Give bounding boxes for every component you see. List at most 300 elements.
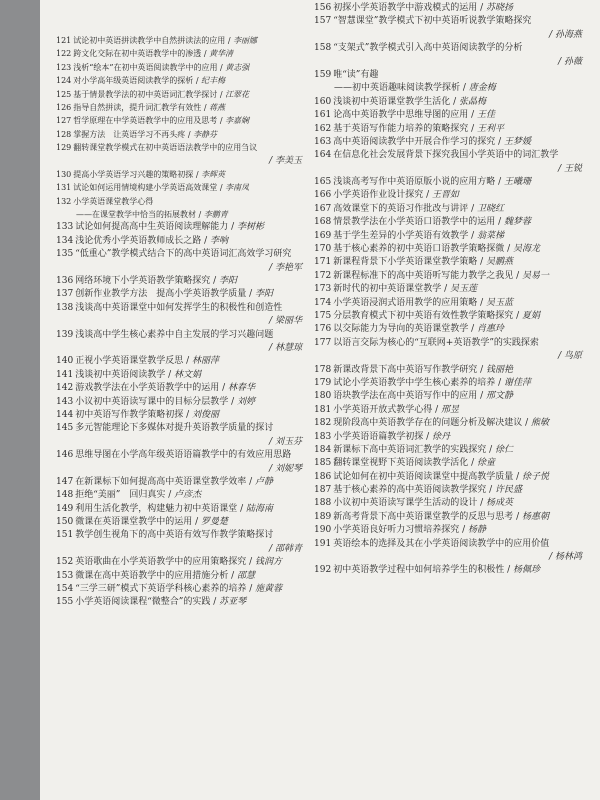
entry-author-line bbox=[56, 315, 318, 328]
entry-separator: / bbox=[513, 471, 522, 482]
entry-title: 基于情景教学法的初中英语词汇教学探讨 bbox=[73, 89, 218, 99]
entry-author: 李辉英 bbox=[201, 169, 226, 179]
entry-number: 132 bbox=[56, 196, 72, 206]
entry-number: 166 bbox=[314, 190, 332, 201]
entry-title: 小议初中英语读写课学生活动的设计 bbox=[333, 498, 478, 509]
entry-author: 施黄蓉 bbox=[255, 584, 283, 595]
toc-entry bbox=[314, 96, 598, 109]
entry-author: 刘玉芬 bbox=[274, 436, 302, 447]
entry-number: 164 bbox=[314, 150, 332, 161]
entry-title: 翻转课堂视野下英语阅读教学活化 bbox=[333, 458, 469, 469]
toc-entry bbox=[56, 516, 318, 529]
entry-author: 吴海龙 bbox=[512, 244, 540, 255]
entry-title: 试论如何在初中英语阅读课堂中提高教学质量 bbox=[333, 471, 514, 482]
toc-entry bbox=[314, 270, 598, 283]
entry-separator: / bbox=[246, 289, 255, 300]
toc-entry bbox=[314, 390, 598, 403]
entry-separator: / bbox=[269, 436, 275, 447]
toc-entry bbox=[314, 243, 598, 256]
entry-separator: / bbox=[228, 570, 237, 581]
entry-author: 王晋如 bbox=[431, 190, 459, 201]
entry-author: 徐童 bbox=[476, 458, 495, 469]
entry-title: 利用生活化教学，构建魅力初中英语课堂 bbox=[75, 503, 238, 514]
toc-entry bbox=[314, 417, 598, 430]
entry-separator: / bbox=[193, 76, 202, 86]
entry-title: 试论如何运用情境构建小学英语高效课堂 bbox=[73, 183, 218, 193]
toc-entry bbox=[56, 114, 318, 127]
entry-number: 144 bbox=[56, 409, 74, 420]
entry-author: 王佳 bbox=[476, 110, 495, 121]
toc-entry bbox=[314, 82, 598, 95]
toc-entry bbox=[56, 503, 318, 516]
entry-separator: / bbox=[165, 490, 175, 501]
entry-author: 翁菜梯 bbox=[476, 230, 504, 241]
toc-right-column bbox=[314, 2, 598, 578]
entry-author: 梁丽华 bbox=[274, 316, 302, 327]
entry-separator: / bbox=[468, 123, 477, 134]
entry-author: 李南凤 bbox=[225, 183, 250, 193]
entry-number: 125 bbox=[56, 89, 72, 99]
entry-number: 143 bbox=[56, 396, 74, 407]
entry-separator: / bbox=[165, 369, 174, 380]
entry-separator: / bbox=[504, 244, 513, 255]
toc-entry bbox=[314, 444, 598, 457]
entry-author-line bbox=[314, 350, 598, 363]
entry-author: 杨惠朝 bbox=[521, 511, 549, 522]
entry-number: 182 bbox=[314, 418, 332, 429]
entry-title: 在新课标下如何提高高中英语课堂教学效率 bbox=[75, 476, 247, 487]
entry-separator: / bbox=[549, 29, 555, 40]
entry-separator: / bbox=[228, 396, 237, 407]
entry-separator: / bbox=[468, 230, 477, 241]
entry-number: 153 bbox=[56, 570, 74, 581]
entry-title: 新课改背景下高中英语写作教学研究 bbox=[333, 364, 478, 375]
entry-title: 在信息化社会发展背景下探究我国小学英语中的词汇教学 bbox=[333, 150, 559, 161]
entry-title: 教学创生视角下的高中英语有效写作教学策略探讨 bbox=[75, 530, 274, 541]
entry-number: 142 bbox=[56, 383, 74, 394]
toc-entry bbox=[314, 69, 598, 82]
toc-entry bbox=[56, 329, 318, 342]
entry-author: 卢静 bbox=[254, 476, 273, 487]
entry-title: “支架式”教学模式引入高中英语阅读教学的分析 bbox=[333, 43, 523, 54]
entry-number: 165 bbox=[314, 177, 332, 188]
entry-separator: / bbox=[196, 210, 204, 220]
toc-entry bbox=[314, 377, 598, 390]
toc-entry bbox=[314, 538, 598, 551]
entry-separator: / bbox=[217, 89, 226, 99]
toc-entry bbox=[56, 61, 318, 74]
entry-title: 基于学生差异的小学英语有效教学 bbox=[333, 230, 469, 241]
entry-number: 137 bbox=[56, 289, 74, 300]
entry-number: 192 bbox=[314, 565, 332, 576]
entry-separator: / bbox=[269, 262, 275, 273]
entry-author: 苏亚琴 bbox=[219, 597, 247, 608]
toc-entry bbox=[56, 556, 318, 569]
entry-number: 145 bbox=[56, 423, 74, 434]
entry-title: 浅谈高中学生核心素养中自主发展的学习兴趣问题 bbox=[75, 329, 274, 340]
entry-author: 杨林鸿 bbox=[554, 552, 582, 563]
entry-author: 蒋燕 bbox=[209, 102, 226, 112]
entry-author: 黄志强 bbox=[225, 62, 250, 72]
entry-title: 浅谈高中英语课堂中如何发挥学生的积极性和创造性 bbox=[75, 302, 283, 313]
entry-number: 170 bbox=[314, 244, 332, 255]
entry-title: 高效课堂下的英语习作批改与讲评 bbox=[333, 203, 469, 214]
toc-entry bbox=[314, 42, 598, 55]
entry-separator: / bbox=[217, 62, 226, 72]
entry-separator: / bbox=[219, 383, 228, 394]
entry-separator: / bbox=[558, 56, 564, 67]
entry-author: 徐丹 bbox=[431, 431, 450, 442]
toc-entry bbox=[314, 310, 598, 323]
entry-number: 191 bbox=[314, 538, 332, 549]
entry-author: 肖惠玲 bbox=[476, 324, 504, 335]
entry-number: 157 bbox=[314, 16, 332, 27]
entry-number: 176 bbox=[314, 324, 332, 335]
entry-author: 杨静 bbox=[467, 525, 486, 536]
toc-entry bbox=[314, 256, 598, 269]
toc-entry bbox=[56, 141, 318, 154]
entry-number: 127 bbox=[56, 116, 72, 126]
entry-number: 179 bbox=[314, 377, 332, 388]
entry-number: 169 bbox=[314, 230, 332, 241]
entry-author-line bbox=[314, 56, 598, 69]
entry-number: 149 bbox=[56, 503, 74, 514]
entry-title: 指导自然拼读，提升词汇教学有效性 bbox=[73, 102, 202, 112]
entry-number: 130 bbox=[56, 169, 72, 179]
entry-title: 小学英语良好听力习惯培养探究 bbox=[333, 525, 460, 536]
entry-separator: / bbox=[549, 552, 555, 563]
toc-entry bbox=[314, 524, 598, 537]
toc-entry bbox=[314, 337, 598, 350]
entry-number: 155 bbox=[56, 597, 74, 608]
entry-author: 李静芬 bbox=[193, 129, 218, 139]
entry-number: 133 bbox=[56, 222, 74, 233]
entry-title: 以交际能力为导向的英语课堂教学 bbox=[333, 324, 469, 335]
entry-number: 126 bbox=[56, 102, 72, 112]
entry-title: 对小学高年级英语阅读教学的探析 bbox=[73, 76, 194, 86]
entry-title: 试论如何提高高中生英语阅读理解能力 bbox=[75, 222, 229, 233]
entry-title: 语块教学法在高中英语写作中的应用 bbox=[333, 391, 478, 402]
entry-separator: / bbox=[495, 177, 504, 188]
entry-title: 小学英语作业设计探究 bbox=[333, 190, 424, 201]
entry-author: 徐仁 bbox=[494, 444, 513, 455]
toc-entry bbox=[314, 323, 598, 336]
entry-title: 拒绝“美丽” 回归真实 bbox=[75, 490, 166, 501]
entry-title: “三学三研”模式下英语学科核心素养的培养 bbox=[75, 584, 247, 595]
entry-author: 孙海燕 bbox=[554, 29, 582, 40]
entry-author: 林丽萍 bbox=[191, 356, 219, 367]
toc-entry bbox=[314, 136, 598, 149]
entry-author: 吴玉蓝 bbox=[485, 297, 513, 308]
entry-author: 江翠花 bbox=[225, 89, 250, 99]
toc-entry bbox=[314, 431, 598, 444]
toc-entry bbox=[56, 570, 318, 583]
entry-separator: / bbox=[201, 102, 210, 112]
entry-title: 新时代的初中英语课堂教学 bbox=[333, 284, 442, 295]
entry-separator: / bbox=[201, 49, 210, 59]
entry-number: 128 bbox=[56, 129, 72, 139]
entry-number: 129 bbox=[56, 143, 72, 153]
toc-entry bbox=[314, 497, 598, 510]
entry-author-line bbox=[56, 342, 318, 355]
entry-separator: / bbox=[513, 270, 522, 281]
entry-separator: / bbox=[468, 324, 477, 335]
entry-separator: / bbox=[210, 276, 219, 287]
entry-number: 183 bbox=[314, 431, 332, 442]
entry-author: 李响 bbox=[209, 235, 228, 246]
entry-number: 148 bbox=[56, 490, 74, 501]
entry-separator: / bbox=[495, 136, 504, 147]
entry-number: 162 bbox=[314, 123, 332, 134]
toc-entry bbox=[314, 404, 598, 417]
entry-separator: / bbox=[432, 404, 441, 415]
entry-separator: / bbox=[423, 431, 432, 442]
toc-left-column bbox=[56, 34, 318, 610]
toc-entry bbox=[56, 47, 318, 60]
entry-title: 微课在高中英语教学中的应用措施分析 bbox=[75, 570, 229, 581]
entry-number: 158 bbox=[314, 43, 332, 54]
entry-number: 167 bbox=[314, 203, 332, 214]
entry-author: 李阳 bbox=[218, 276, 237, 287]
toc-entry bbox=[314, 230, 598, 243]
toc-entry bbox=[314, 15, 598, 28]
toc-entry bbox=[56, 382, 318, 395]
entry-author: 邢文静 bbox=[485, 391, 513, 402]
toc-entry bbox=[314, 189, 598, 202]
entry-author-line bbox=[314, 29, 598, 42]
entry-author: 黄华清 bbox=[209, 49, 234, 59]
toc-entry bbox=[314, 2, 598, 15]
entry-author: 林慧琼 bbox=[274, 342, 302, 353]
entry-title: 试论初中英语拼读教学中自然拼读法的应用 bbox=[73, 36, 226, 45]
entry-title: 浅谈初中英语阅读教学 bbox=[75, 369, 166, 380]
entry-separator: / bbox=[486, 444, 495, 455]
entry-separator: / bbox=[468, 203, 477, 214]
toc-entry bbox=[56, 476, 318, 489]
entry-title: 游戏教学法在小学英语教学中的运用 bbox=[75, 383, 220, 394]
entry-number: 139 bbox=[56, 329, 74, 340]
toc-entry bbox=[56, 275, 318, 288]
entry-separator: / bbox=[468, 110, 477, 121]
entry-author-line bbox=[56, 155, 318, 168]
entry-author: 王梦媛 bbox=[503, 136, 531, 147]
entry-title: 新课标下高中英语词汇教学的实践探究 bbox=[333, 444, 487, 455]
toc-entry bbox=[56, 422, 318, 435]
entry-author: 夏娟 bbox=[521, 310, 540, 321]
toc-entry bbox=[314, 203, 598, 216]
entry-author: 刘妮琴 bbox=[274, 463, 302, 474]
entry-title: 多元智能理论下多媒体对提升英语教学质量的探讨 bbox=[75, 423, 274, 434]
entry-title: 高中英语阅读教学中开展合作学习的探究 bbox=[333, 136, 496, 147]
entry-number: 138 bbox=[56, 302, 74, 313]
entry-author: 杨佩珍 bbox=[512, 565, 540, 576]
entry-author: 钱丽艳 bbox=[485, 364, 513, 375]
entry-number: 189 bbox=[314, 511, 332, 522]
toc-entry bbox=[56, 221, 318, 234]
entry-separator: / bbox=[450, 96, 459, 107]
toc-entry bbox=[314, 297, 598, 310]
entry-author: 卫晓红 bbox=[476, 203, 504, 214]
entry-title: 浅谈初中英语课堂教学生活化 bbox=[333, 96, 451, 107]
entry-number: 134 bbox=[56, 235, 74, 246]
entry-separator: / bbox=[477, 391, 486, 402]
toc-entry bbox=[56, 489, 318, 502]
entry-separator: / bbox=[477, 297, 486, 308]
entry-number: 122 bbox=[56, 49, 72, 59]
toc-entry bbox=[314, 176, 598, 189]
entry-title: 哲学原理在中学英语教学中的应用及思考 bbox=[73, 116, 218, 126]
entry-separator: / bbox=[185, 129, 194, 139]
toc-entry bbox=[56, 409, 318, 422]
entry-number: 163 bbox=[314, 136, 332, 147]
toc-entry bbox=[56, 596, 318, 609]
toc-entry bbox=[56, 195, 318, 208]
toc-entry bbox=[314, 123, 598, 136]
entry-author: 张晶梅 bbox=[458, 96, 486, 107]
entry-separator: / bbox=[513, 310, 522, 321]
entry-author-line bbox=[314, 551, 598, 564]
entry-title: 浅谈高考写作中英语原版小说的应用方略 bbox=[333, 177, 496, 188]
toc-entry bbox=[314, 149, 598, 162]
toc-entry bbox=[314, 109, 598, 122]
entry-separator: / bbox=[468, 458, 477, 469]
entry-title: 小学英语阅读课程“微整合”的实践 bbox=[75, 597, 211, 608]
entry-number: 174 bbox=[314, 297, 332, 308]
entry-author: 李丽娜 bbox=[233, 36, 258, 45]
toc-entry bbox=[56, 34, 318, 47]
entry-title: 以语言交际为核心的“互联网+英语教学”的实践探索 bbox=[333, 337, 539, 348]
entry-author: 陆海南 bbox=[245, 503, 273, 514]
entry-title: 浅论优秀小学英语教师成长之路 bbox=[75, 235, 202, 246]
entry-author: 王利平 bbox=[476, 123, 504, 134]
entry-author: 邵韩青 bbox=[274, 543, 302, 554]
entry-title: 思维导图在小学高年级英语语篇教学中的有效应用思路 bbox=[75, 450, 292, 461]
entry-number: 187 bbox=[314, 485, 332, 496]
entry-author-line bbox=[56, 543, 318, 556]
entry-author: 孙薇 bbox=[563, 56, 582, 67]
toc-entry bbox=[314, 457, 598, 470]
toc-entry bbox=[314, 484, 598, 497]
toc-entry bbox=[56, 449, 318, 462]
entry-author: 王锐 bbox=[563, 163, 582, 174]
toc-entry bbox=[314, 364, 598, 377]
entry-separator: / bbox=[246, 557, 255, 568]
entry-number: 131 bbox=[56, 183, 72, 193]
toc-entry bbox=[56, 101, 318, 114]
entry-title: 跨文化交际在初中英语教学中的渗透 bbox=[73, 49, 202, 59]
entry-number: 160 bbox=[314, 96, 332, 107]
entry-title: 掌握方法 让英语学习不再头疼 bbox=[73, 129, 186, 139]
entry-title: 新高考背景下高中英语课堂教学的反思与思考 bbox=[333, 511, 514, 522]
toc-entry bbox=[314, 216, 598, 229]
entry-author-line bbox=[56, 463, 318, 476]
entry-number: 172 bbox=[314, 270, 332, 281]
entry-separator: / bbox=[495, 377, 504, 388]
entry-author: 吴玉莲 bbox=[449, 284, 477, 295]
entry-author: 罗曼楚 bbox=[200, 517, 228, 528]
toc-entry bbox=[56, 288, 318, 301]
entry-number: 147 bbox=[56, 476, 74, 487]
entry-separator: / bbox=[269, 342, 275, 353]
entry-author: 李嘉娴 bbox=[225, 116, 250, 126]
entry-separator: / bbox=[477, 364, 486, 375]
entry-separator: / bbox=[237, 503, 246, 514]
entry-separator: / bbox=[495, 217, 504, 228]
entry-title: 初探小学英语教学中游戏模式的运用 bbox=[333, 3, 478, 13]
entry-separator: / bbox=[217, 116, 226, 126]
entry-separator: / bbox=[460, 83, 469, 94]
toc-entry bbox=[314, 471, 598, 484]
entry-separator: / bbox=[201, 235, 210, 246]
entry-title: 分层教育模式下初中英语有效性教学策略探究 bbox=[333, 310, 514, 321]
entry-title: 基于英语写作能力培养的策略探究 bbox=[333, 123, 469, 134]
entry-separator: / bbox=[193, 169, 202, 179]
entry-separator: / bbox=[423, 190, 432, 201]
entry-author: 林春华 bbox=[227, 383, 255, 394]
entry-number: 181 bbox=[314, 404, 332, 415]
toc-entry bbox=[314, 511, 598, 524]
entry-number: 121 bbox=[56, 36, 72, 45]
entry-title: 提高小学英语学习兴趣的策略初探 bbox=[73, 169, 194, 179]
entry-separator: / bbox=[228, 222, 237, 233]
entry-number: 168 bbox=[314, 217, 332, 228]
entry-title: “低重心”教学模式结合下的高中英语词汇高效学习研究 bbox=[75, 249, 292, 260]
entry-number: 136 bbox=[56, 276, 74, 287]
entry-number: 178 bbox=[314, 364, 332, 375]
entry-number: 124 bbox=[56, 76, 72, 86]
toc-entry bbox=[56, 208, 318, 221]
entry-number: 175 bbox=[314, 310, 332, 321]
entry-separator: / bbox=[477, 498, 486, 509]
entry-separator: / bbox=[210, 597, 220, 608]
entry-number: 171 bbox=[314, 257, 332, 268]
entry-separator: / bbox=[269, 316, 275, 327]
entry-number: 141 bbox=[56, 369, 74, 380]
entry-separator: / bbox=[183, 409, 192, 420]
entry-separator: / bbox=[269, 155, 275, 166]
entry-author: 卢彦杰 bbox=[174, 490, 202, 501]
entry-title: 情景教学法在小学英语口语教学中的运用 bbox=[333, 217, 496, 228]
entry-number: 186 bbox=[314, 471, 332, 482]
entry-separator: / bbox=[522, 418, 531, 429]
entry-author: 王曦珊 bbox=[503, 177, 531, 188]
entry-title: 网络环境下小学英语教学策略探究 bbox=[75, 276, 211, 287]
entry-title: 小学英语开放式教学心得 bbox=[333, 404, 433, 415]
entry-author: 杨成英 bbox=[485, 498, 513, 509]
toc-entry bbox=[56, 235, 318, 248]
entry-title: 英语歌曲在小学英语教学中的应用策略探究 bbox=[75, 557, 247, 568]
entry-title: 唯“读”有趣 bbox=[333, 69, 379, 80]
entry-author: 刘婷 bbox=[236, 396, 255, 407]
toc-entry bbox=[56, 369, 318, 382]
entry-author: 李美玉 bbox=[274, 155, 302, 166]
entry-separator: / bbox=[192, 517, 201, 528]
entry-separator: / bbox=[486, 485, 495, 496]
entry-title: 初中英语写作教学策略初探 bbox=[75, 409, 184, 420]
entry-title: 小学英语课堂教学心得 bbox=[73, 196, 154, 206]
entry-author: 吴易一 bbox=[521, 270, 549, 281]
entry-number: 156 bbox=[314, 3, 332, 13]
entry-author: 吴鹏燕 bbox=[485, 257, 513, 268]
entry-number: 177 bbox=[314, 337, 332, 348]
entry-author: 刘俊丽 bbox=[191, 409, 219, 420]
entry-author: 李树彬 bbox=[236, 222, 264, 233]
entry-title: 小学英语浸润式语用教学的应用策略 bbox=[333, 297, 478, 308]
entry-title: 初中英语教学过程中如何培养学生的积极性 bbox=[333, 565, 505, 576]
entry-title: 新课程标准下的高中英语听写能力教学之我见 bbox=[333, 270, 514, 281]
toc-entry bbox=[56, 248, 318, 261]
entry-title: “智慧课堂”教学模式下初中英语听说教学策略探究 bbox=[333, 16, 532, 27]
